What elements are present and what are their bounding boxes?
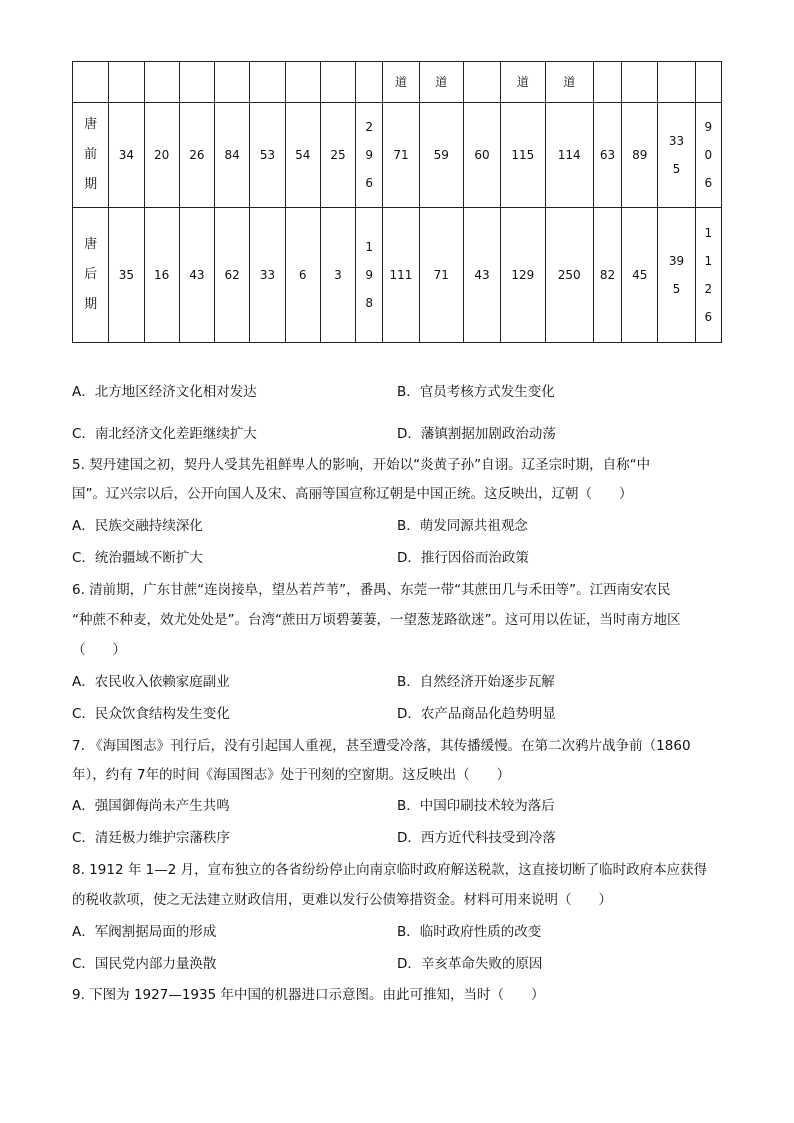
q6-option-c[interactable]: C．民众饮食结构发生变化 xyxy=(72,706,230,722)
q7-option-b[interactable]: B．中国印刷技术较为落后 xyxy=(397,798,555,814)
cell-fragment: 5 xyxy=(672,282,681,296)
table-header-cell xyxy=(593,62,621,103)
table-cell: 115 xyxy=(501,103,545,208)
table-cell: 62 xyxy=(215,208,250,343)
table-header-cell xyxy=(285,62,320,103)
table-header-cell xyxy=(622,62,658,103)
table-cell: 33 xyxy=(250,208,285,343)
table-header-cell: 道 xyxy=(545,62,593,103)
table-cell: 111 xyxy=(383,208,419,343)
q5-stem-line-1: 5. 契丹建国之初，契丹人受其先祖鲜卑人的影响，开始以“炎黄子孙”自诩。辽圣宗时期，自称“中 xyxy=(72,457,651,473)
cell-fragment: 33 xyxy=(668,134,685,148)
table-cell: 63 xyxy=(593,103,621,208)
q9-stem-line-1: 9. 下图为 1927—1935 年中国的机器进口示意图。由此可推知，当时（ ） xyxy=(72,987,545,1003)
cell-fragment: 9 xyxy=(365,148,374,162)
table-cell: 250 xyxy=(545,208,593,343)
table-cell: 16 xyxy=(144,208,179,343)
cell-fragment: 1 xyxy=(704,226,713,240)
table-cell xyxy=(695,103,721,208)
table-header-cell xyxy=(73,62,109,103)
q8-stem-line-2: 的税收款项，使之无法建立财政信用，更难以发行公债筹措资金。材料可用来说明（ ） xyxy=(72,892,612,908)
q4-option-b[interactable]: B．官员考核方式发生变化 xyxy=(397,384,555,400)
cell-fragment: 6 xyxy=(704,310,713,324)
q7-option-a[interactable]: A．强国御侮尚未产生共鸣 xyxy=(72,798,230,814)
table-cell: 114 xyxy=(545,103,593,208)
cell-fragment: 1 xyxy=(704,254,713,268)
table-cell: 3 xyxy=(320,208,355,343)
table-header-cell xyxy=(215,62,250,103)
row-label xyxy=(73,103,109,208)
table-cell: 25 xyxy=(320,103,355,208)
cell-fragment: 2 xyxy=(365,120,374,134)
table-cell: 71 xyxy=(383,103,419,208)
q7-stem-line-2: 年），约有 7年的时间《海国图志》处于刊刻的空窗期。这反映出（ ） xyxy=(72,767,511,783)
q5-option-c[interactable]: C．统治疆域不断扩大 xyxy=(72,550,203,566)
table-header-cell: 道 xyxy=(383,62,419,103)
table-header-cell xyxy=(695,62,721,103)
table-cell: 35 xyxy=(109,208,144,343)
q6-stem-line-2: “种蔗不种麦，效尤处处是”。台湾“蔗田万顷碧萋萋，一望葱茏路欲迷”。这可用以佐证，当时南方地区 xyxy=(72,612,681,628)
q6-stem-line-3: （ ） xyxy=(72,642,126,658)
q4-option-c[interactable]: C．南北经济文化差距继续扩大 xyxy=(72,426,257,442)
table-cell: 53 xyxy=(250,103,285,208)
q7-stem-line-1: 7. 《海国图志》刊行后，没有引起国人重视，甚至遭受冷落，其传播缓慢。在第二次鸦片战争前（1860 xyxy=(72,738,691,754)
q5-option-d[interactable]: D．推行因俗而治政策 xyxy=(397,550,529,566)
table-cell: 43 xyxy=(463,208,500,343)
data-table xyxy=(72,61,722,343)
q8-stem-line-1: 8. 1912 年 1—2 月，宣布独立的各省纷纷停止向南京临时政府解送税款，这直接切断了临时政府本应获得 xyxy=(72,862,708,878)
table-cell: 34 xyxy=(109,103,144,208)
q7-option-c[interactable]: C．清廷极力维护宗藩秩序 xyxy=(72,830,230,846)
table-cell xyxy=(658,103,695,208)
row-label-char: 前 xyxy=(84,147,98,162)
table-cell: 26 xyxy=(179,103,214,208)
table-cell: 6 xyxy=(285,208,320,343)
table-cell xyxy=(695,208,721,343)
table-header-cell xyxy=(179,62,214,103)
cell-fragment: 8 xyxy=(365,296,374,310)
table-cell: 54 xyxy=(285,103,320,208)
table-header-cell xyxy=(658,62,695,103)
q6-option-d[interactable]: D．农产品商品化趋势明显 xyxy=(397,706,556,722)
q5-option-a[interactable]: A．民族交融持续深化 xyxy=(72,518,203,534)
q8-option-d[interactable]: D．辛亥革命失败的原因 xyxy=(397,956,543,972)
row-label-char: 唐 xyxy=(84,117,98,132)
table-row xyxy=(73,103,722,208)
table-cell: 43 xyxy=(179,208,214,343)
table-cell: 45 xyxy=(622,208,658,343)
table-header-cell: 道 xyxy=(501,62,545,103)
table-cell xyxy=(658,208,695,343)
q6-option-b[interactable]: B．自然经济开始逐步瓦解 xyxy=(397,674,555,690)
table-cell: 60 xyxy=(463,103,500,208)
q7-option-d[interactable]: D．西方近代科技受到冷落 xyxy=(397,830,556,846)
table-cell xyxy=(356,208,383,343)
q6-stem-line-1: 6. 清前期，广东甘蔗“连岗接阜，望丛若芦苇”，番禺、东莞一带“其蔗田几与禾田等”。江西南安农民 xyxy=(72,582,671,598)
q5-stem-line-2: 国”。辽兴宗以后，公开向国人及宋、高丽等国宣称辽朝是中国正统。这反映出，辽朝（ ） xyxy=(72,486,633,502)
q8-option-b[interactable]: B．临时政府性质的改变 xyxy=(397,924,542,940)
cell-fragment: 9 xyxy=(365,268,374,282)
table-cell: 59 xyxy=(419,103,463,208)
q8-option-a[interactable]: A．军阀割据局面的形成 xyxy=(72,924,217,940)
cell-fragment: 0 xyxy=(704,148,713,162)
table-cell: 129 xyxy=(501,208,545,343)
table-header-cell xyxy=(463,62,500,103)
cell-fragment: 39 xyxy=(668,254,685,268)
row-label-char: 期 xyxy=(84,297,98,312)
row-label-char: 期 xyxy=(84,177,98,192)
q8-option-c[interactable]: C．国民党内部力量涣散 xyxy=(72,956,217,972)
table-body xyxy=(73,62,722,343)
table-cell xyxy=(356,103,383,208)
row-label-char: 后 xyxy=(84,267,98,282)
table-cell: 20 xyxy=(144,103,179,208)
cell-fragment: 6 xyxy=(704,176,713,190)
table-header-cell xyxy=(320,62,355,103)
table-cell: 89 xyxy=(622,103,658,208)
cell-fragment: 2 xyxy=(704,282,713,296)
q6-option-a[interactable]: A．农民收入依赖家庭副业 xyxy=(72,674,230,690)
cell-fragment: 9 xyxy=(704,120,713,134)
table-header-cell xyxy=(144,62,179,103)
row-label-char: 唐 xyxy=(84,237,98,252)
q5-option-b[interactable]: B．萌发同源共祖观念 xyxy=(397,518,528,534)
table-cell: 82 xyxy=(593,208,621,343)
table-header-cell xyxy=(109,62,144,103)
table-cell: 71 xyxy=(419,208,463,343)
cell-fragment: 6 xyxy=(365,176,374,190)
q4-option-d[interactable]: D．藩镇割据加剧政治动荡 xyxy=(397,426,556,442)
table-header-row xyxy=(73,62,722,103)
table-header-cell: 道 xyxy=(419,62,463,103)
table-cell: 84 xyxy=(215,103,250,208)
cell-fragment: 1 xyxy=(365,240,374,254)
table-row xyxy=(73,208,722,343)
q4-option-a[interactable]: A．北方地区经济文化相对发达 xyxy=(72,384,257,400)
row-label xyxy=(73,208,109,343)
cell-fragment: 5 xyxy=(672,162,681,176)
table-header-cell xyxy=(250,62,285,103)
table-header-cell xyxy=(356,62,383,103)
